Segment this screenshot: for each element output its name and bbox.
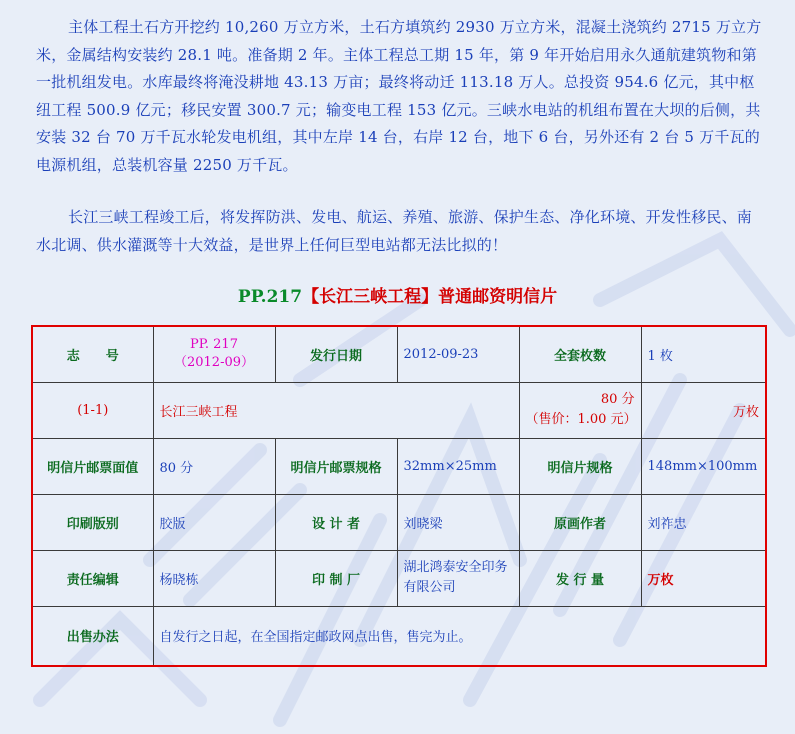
print-type: 胶版 — [153, 494, 275, 550]
mark-date: （2012-09） — [173, 355, 255, 371]
label-card-size: 明信片规格 — [519, 438, 641, 494]
title-suffix: 普通邮资明信片 — [438, 287, 558, 307]
label-issue-volume: 发 行 量 — [519, 550, 641, 606]
item-price-cell — [519, 382, 641, 438]
table-row — [32, 606, 766, 666]
item-number: (1-1) — [32, 382, 153, 438]
stamp-value: 80 分 — [153, 438, 275, 494]
sale-method: 自发行之日起，在全国指定邮政网点出售，售完为止。 — [153, 606, 766, 666]
issue-volume: 万枚 — [641, 550, 766, 606]
table-row — [32, 326, 766, 382]
original-artist: 刘祚忠 — [641, 494, 766, 550]
title-name: 【长江三峡工程】 — [302, 287, 439, 307]
section-title — [0, 282, 795, 307]
item-quantity: 万枚 — [641, 382, 766, 438]
label-set-count: 全套枚数 — [519, 326, 641, 382]
set-count: 1 枚 — [641, 326, 766, 382]
label-issue-date: 发行日期 — [275, 326, 397, 382]
table-row — [32, 494, 766, 550]
benefits-paragraph: 长江三峡工程竣工后，将发挥防洪、发电、航运、养殖、旅游、保护生态、净化环境、开发性移民、南水北调、供水灌溉等十大效益，是世界上任何巨型电站都无法比拟的！ — [36, 208, 753, 254]
item-name: 长江三峡工程 — [153, 382, 519, 438]
label-sale-method: 出售办法 — [32, 606, 153, 666]
postcard-info-table — [31, 325, 767, 667]
printer: 湖北鸿泰安全印务有限公司 — [397, 550, 519, 606]
editor: 杨晓栋 — [153, 550, 275, 606]
table-row — [32, 438, 766, 494]
item-sale-price: （售价：1.00 元） — [525, 412, 637, 427]
card-size: 148mm×100mm — [641, 438, 766, 494]
label-stamp-value: 明信片邮票面值 — [32, 438, 153, 494]
mark-cell — [153, 326, 275, 382]
table-row — [32, 550, 766, 606]
title-code: PP.217 — [237, 287, 303, 307]
issue-date: 2012-09-23 — [397, 326, 519, 382]
designer: 刘晓梁 — [397, 494, 519, 550]
label-mark: 志 号 — [32, 326, 153, 382]
label-stamp-size: 明信片邮票规格 — [275, 438, 397, 494]
label-print-type: 印刷版别 — [32, 494, 153, 550]
label-original-artist: 原画作者 — [519, 494, 641, 550]
stamp-size: 32mm×25mm — [397, 438, 519, 494]
mark-code: PP. 217 — [190, 337, 238, 353]
intro-paragraph: 主体工程土石方开挖约 10,260 万立方米，土石方填筑约 2930 万立方米，混凝土浇筑约 2715 万立方米，金属结构安装约 28.1 吨。准备期 2 年。主体工程总工期 15 年，第 9 年开始启用永久通航建筑物和第一批机组发电。水库最终将淹没耕地 43.13 万亩；最终将动迁 113.18 万人。总投资 954.6 亿元，其中枢纽工程 500.9 亿元；移民安置 300.7 元；输变电工程 153 亿元。三峡水电站的机组布置在大坝的后侧，共安装 32 台 70 万千瓦水轮发电机组，其中左岸 14 台，右岸 12 台，地下 6 台，另外还有 2 台 5 万千瓦的电源机组，总装机容量 2250 万千瓦。 — [36, 18, 762, 174]
label-editor: 责任编辑 — [32, 550, 153, 606]
label-designer: 设 计 者 — [275, 494, 397, 550]
item-face-value: 80 分 — [600, 392, 635, 407]
label-printer: 印 制 厂 — [275, 550, 397, 606]
table-row — [32, 382, 766, 438]
